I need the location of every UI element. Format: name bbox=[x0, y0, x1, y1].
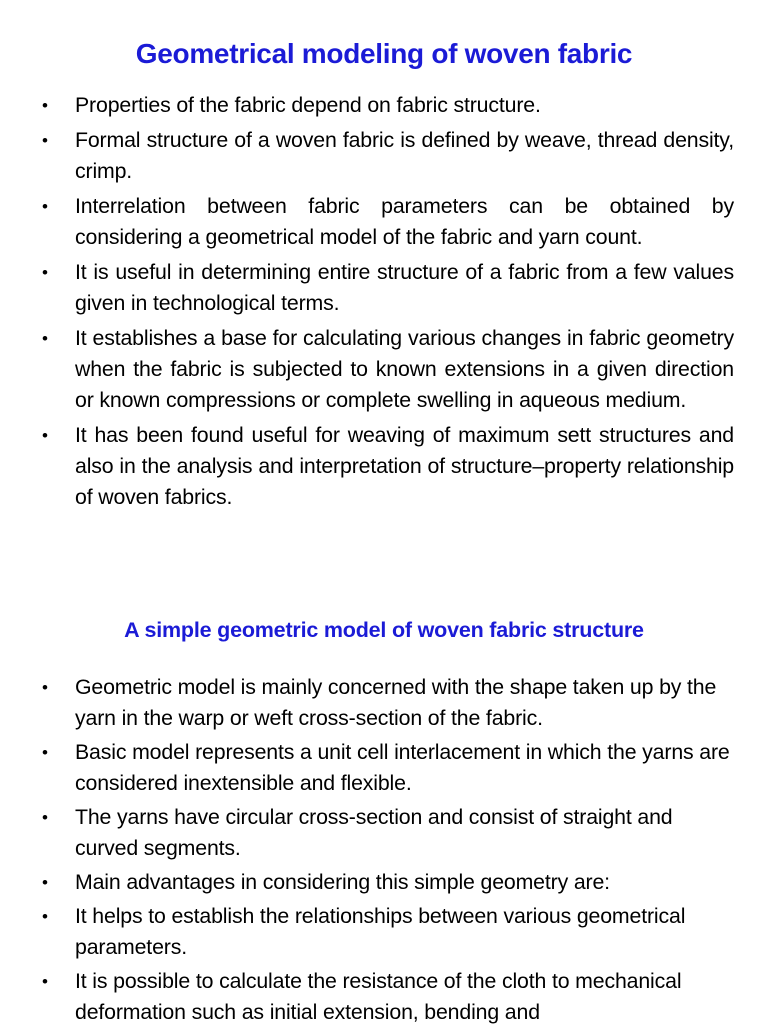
list-item-text: Formal structure of a woven fabric is defined by weave, thread density, crimp. bbox=[75, 128, 734, 183]
list-item bbox=[40, 867, 734, 898]
list-item-text: It establishes a base for calculating various changes in fabric geometry when the fabric is subjected to known extensions in a given direction or known compressions or complete swelling in aqueous medium. bbox=[75, 326, 734, 412]
list-item bbox=[40, 672, 734, 734]
bullet-icon: • bbox=[42, 426, 48, 445]
list-item bbox=[40, 737, 734, 799]
bullet-icon: • bbox=[42, 972, 48, 991]
page-title: Geometrical modeling of woven fabric bbox=[135, 38, 633, 69]
list-item-text: Main advantages in considering this simple geometry are: bbox=[75, 870, 610, 894]
bullet-icon: • bbox=[42, 808, 48, 827]
bullet-icon: • bbox=[42, 263, 48, 282]
list-item bbox=[40, 420, 734, 513]
bullet-icon: • bbox=[42, 873, 48, 892]
list-item bbox=[40, 257, 734, 319]
bullet-list-simple-model bbox=[40, 672, 734, 1024]
list-item bbox=[40, 191, 734, 253]
list-item-text: The yarns have circular cross-section and consist of straight and curved segments. bbox=[75, 805, 673, 860]
list-item-text: It helps to establish the relationships between various geometrical parameters. bbox=[75, 904, 686, 959]
list-item-text: Geometric model is mainly concerned with the shape taken up by the yarn in the warp or weft cross-section of the fabric. bbox=[75, 675, 717, 730]
list-item-text: Interrelation between fabric parameters can be obtained by considering a geometrical model of the fabric and yarn count. bbox=[75, 194, 734, 249]
bullet-icon: • bbox=[42, 96, 48, 115]
bullet-icon: • bbox=[42, 678, 48, 697]
list-item-text: Basic model represents a unit cell interlacement in which the yarns are considered inextensible and flexible. bbox=[75, 740, 730, 795]
bullet-icon: • bbox=[42, 197, 48, 216]
list-item bbox=[40, 901, 734, 963]
list-item bbox=[40, 323, 734, 416]
bullet-icon: • bbox=[42, 907, 48, 926]
list-item-text: It is useful in determining entire structure of a fabric from a few values given in technological terms. bbox=[75, 260, 734, 315]
list-item bbox=[40, 90, 734, 121]
list-item-text: It is possible to calculate the resistance of the cloth to mechanical deformation such as initial extension, bending and bbox=[75, 969, 682, 1024]
section-heading: A simple geometric model of woven fabric structure bbox=[124, 618, 644, 642]
list-item-text: Properties of the fabric depend on fabric structure. bbox=[75, 93, 541, 117]
list-item bbox=[40, 125, 734, 187]
bullet-icon: • bbox=[42, 131, 48, 150]
list-item-text: It has been found useful for weaving of maximum sett structures and also in the analysis and interpretation of structure–property relationship of woven fabrics. bbox=[75, 423, 734, 509]
list-item bbox=[40, 966, 734, 1024]
bullet-list-fabric-modeling bbox=[40, 90, 734, 517]
bullet-icon: • bbox=[42, 329, 48, 348]
list-item bbox=[40, 802, 734, 864]
bullet-icon: • bbox=[42, 743, 48, 762]
